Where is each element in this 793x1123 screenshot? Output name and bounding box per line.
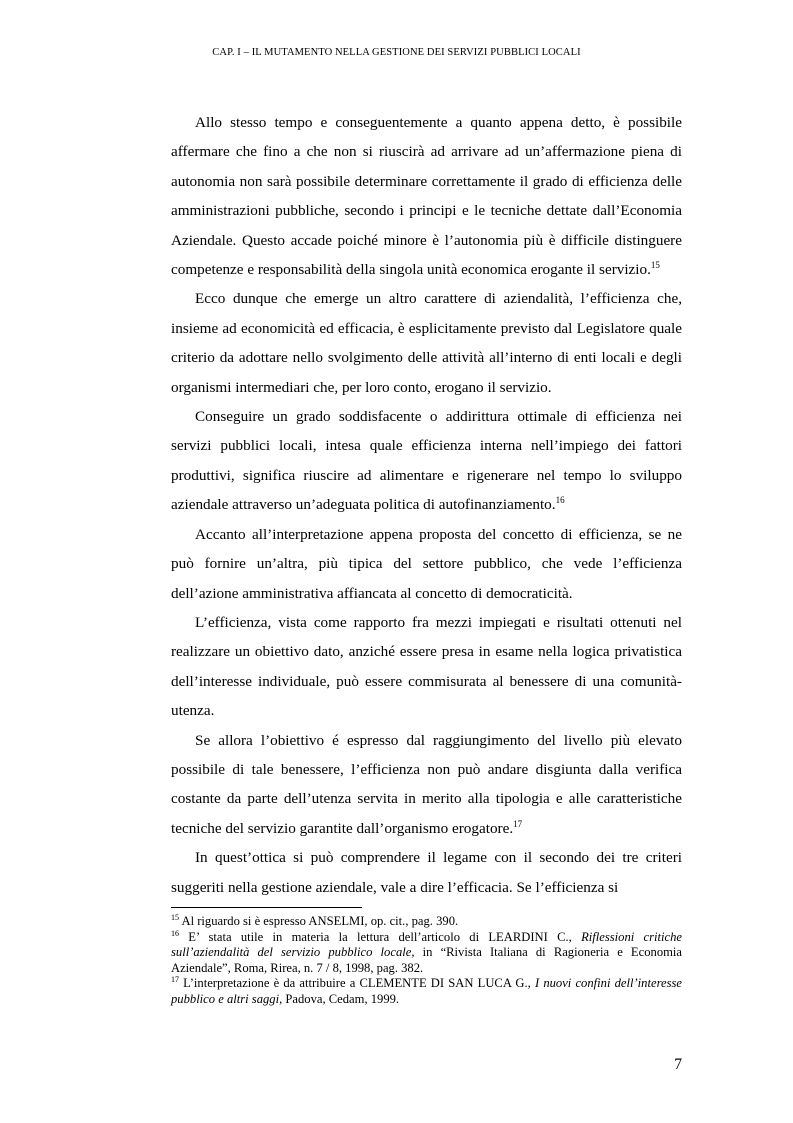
page-number: 7 xyxy=(674,1056,682,1073)
paragraph-text: Conseguire un grado soddisfacente o addirittura ottimale di efficienza nei servizi pubblici locali, intesa quale efficienza interna nell’impiego dei fattori produttivi, significa riuscire ad alimentare e rigenerare nel tempo lo sviluppo aziendale attraverso un’adeguata politica di autofinanziamento. xyxy=(171,408,682,514)
paragraph xyxy=(171,108,682,284)
paragraph-text: In quest’ottica si può comprendere il legame con il secondo dei tre criteri suggeriti nella gestione aziendale, vale a dire l’efficacia. Se l’efficienza si xyxy=(171,849,682,896)
paragraph-text: Ecco dunque che emerge un altro carattere di aziendalità, l’efficienza che, insieme ad economicità ed efficacia, è esplicitamente previsto dal Legislatore quale criterio da adottare nello svolgimento delle attività all’interno di enti locali e degli organismi intermediari che, per loro conto, erogano il servizio. xyxy=(171,290,682,396)
paragraph xyxy=(171,284,682,402)
footnote-number: 16 xyxy=(171,928,179,938)
footnote-reference[interactable]: 17 xyxy=(513,818,523,829)
paragraph-text: Se allora l’obiettivo é espresso dal raggiungimento del livello più elevato possibile di tale benessere, l’efficienza non può andare disgiunta dalla verifica costante da parte dell’utenza servita in merito alla tipologia e alle caratteristiche tecniche del servizio garantite dall’organismo erogatore. xyxy=(171,731,682,837)
footnote-title: Riflessioni critiche sull’aziendalità del servizio pubblico locale, xyxy=(171,929,682,960)
footnote-title: I nuovi confini dell’interesse pubblico e altri saggi, xyxy=(171,976,682,1006)
paragraph-text: Accanto all’interpretazione appena proposta del concetto di efficienza, se ne può fornire un’altra, più tipica del settore pubblico, che vede l’efficienza dell’azione amministrativa affiancata al concetto di democraticità. xyxy=(171,525,682,602)
footnote-text: E’ stata utile in materia la lettura dell’articolo di LEARDINI C., xyxy=(188,929,582,944)
footnote-reference[interactable]: 16 xyxy=(555,495,565,506)
footnote xyxy=(171,976,682,1007)
footnote-text: in “Rivista Italiana di Ragioneria e Economia Aziendale”, Roma, Rirea, n. 7 / 8, 1998, pag. 382. xyxy=(171,945,682,975)
footnotes xyxy=(171,914,682,1008)
footnote-number: 15 xyxy=(171,913,179,922)
paragraph xyxy=(171,608,682,726)
footnote xyxy=(171,914,682,930)
footnote-text: Al riguardo si è espresso ANSELMI, op. cit., pag. 390. xyxy=(181,914,459,928)
paragraph-text: L’efficienza, vista come rapporto fra mezzi impiegati e risultati ottenuti nel realizzare un obiettivo dato, anziché essere presa in esame nella logica privatistica dell’interesse individuale, può essere commisurata al benessere di una comunità-utenza. xyxy=(171,613,682,720)
footnote-separator xyxy=(171,907,362,908)
paragraph xyxy=(171,520,682,608)
paragraph xyxy=(171,726,682,844)
footnote xyxy=(171,930,682,977)
body-text xyxy=(171,108,682,902)
footnote-number: 17 xyxy=(171,975,179,985)
footnote-reference[interactable]: 15 xyxy=(650,260,660,271)
paragraph-text: Allo stesso tempo e conseguentemente a quanto appena detto, è possibile affermare che fino a che non si riuscirà ad arrivare ad un’affermazione piena di autonomia non sarà possibile determinare correttamente il grado di efficienza delle amministrazioni pubbliche, secondo i principi e le tecniche dettate dall’Economia Aziendale. Questo accade poiché minore è l’autonomia più è difficile distinguere competenze e responsabilità della singola unità economica erogante il servizio. xyxy=(171,114,682,279)
footnote-text: Padova, Cedam, 1999. xyxy=(282,991,400,1006)
running-header: CAP. I – IL MUTAMENTO NELLA GESTIONE DEI SERVIZI PUBBLICI LOCALI xyxy=(212,47,581,58)
footnote-text: L’interpretazione è da attribuire a CLEMENTE DI SAN LUCA G., xyxy=(183,976,535,991)
paragraph xyxy=(171,843,682,902)
paragraph xyxy=(171,402,682,520)
